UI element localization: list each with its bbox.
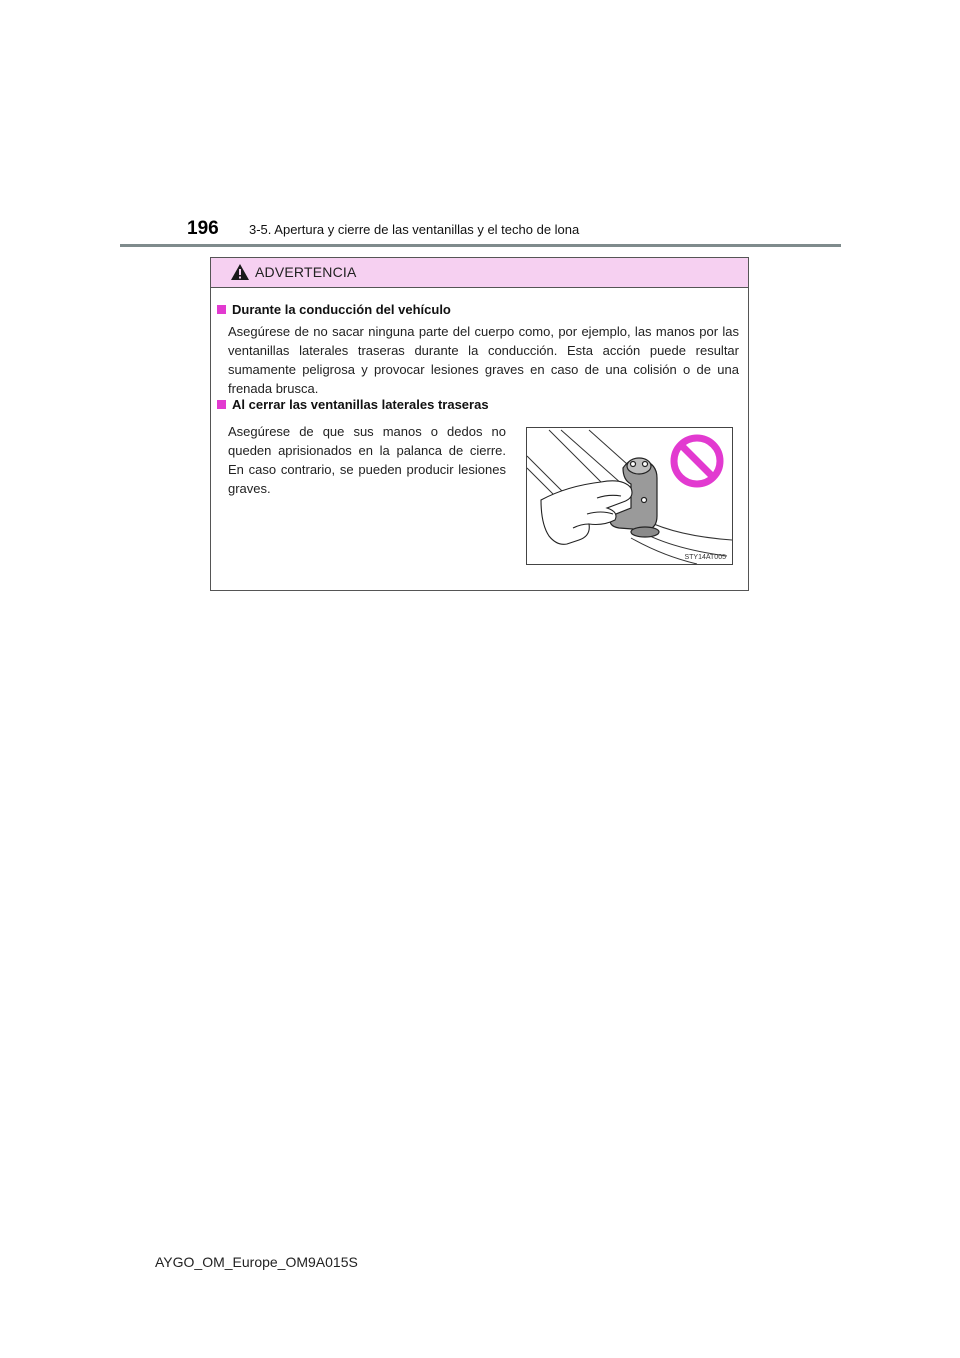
warning-triangle-icon xyxy=(230,263,250,281)
square-bullet-icon xyxy=(217,305,226,314)
warning-item-text: Asegúrese de no sacar ninguna parte del cuerpo como, por ejemplo, las manos por las ventanillas laterales traseras durante la conducción. Esta acción puede resultar sumamente peligrosa y provocar lesiones graves en caso de una colisión o de una frenada brusca. xyxy=(228,324,739,396)
footer-document-code: AYGO_OM_Europe_OM9A015S xyxy=(155,1254,358,1270)
header-divider xyxy=(120,244,841,247)
hand-on-lever-drawing xyxy=(527,428,732,564)
warning-item-text: Asegúrese de que sus manos o dedos no queden aprisionados en la palanca de cierre. En caso contrario, se pueden producir lesiones graves. xyxy=(228,424,506,496)
heading-text: Durante la conducción del vehículo xyxy=(232,302,451,317)
heading-text: Al cerrar las ventanillas laterales traseras xyxy=(232,397,489,412)
square-bullet-icon xyxy=(217,400,226,409)
warning-item-heading xyxy=(217,397,489,412)
section-title: 3-5. Apertura y cierre de las ventanillas y el techo de lona xyxy=(249,222,580,237)
lock-lever-illustration xyxy=(526,427,733,565)
warning-box xyxy=(210,257,749,591)
page-number: 196 xyxy=(187,218,219,239)
warning-header xyxy=(211,258,748,288)
warning-title: ADVERTENCIA xyxy=(255,264,357,280)
prohibited-icon xyxy=(674,438,720,484)
figure-code: STY14AT005 xyxy=(684,554,726,561)
warning-item-heading xyxy=(217,302,451,317)
